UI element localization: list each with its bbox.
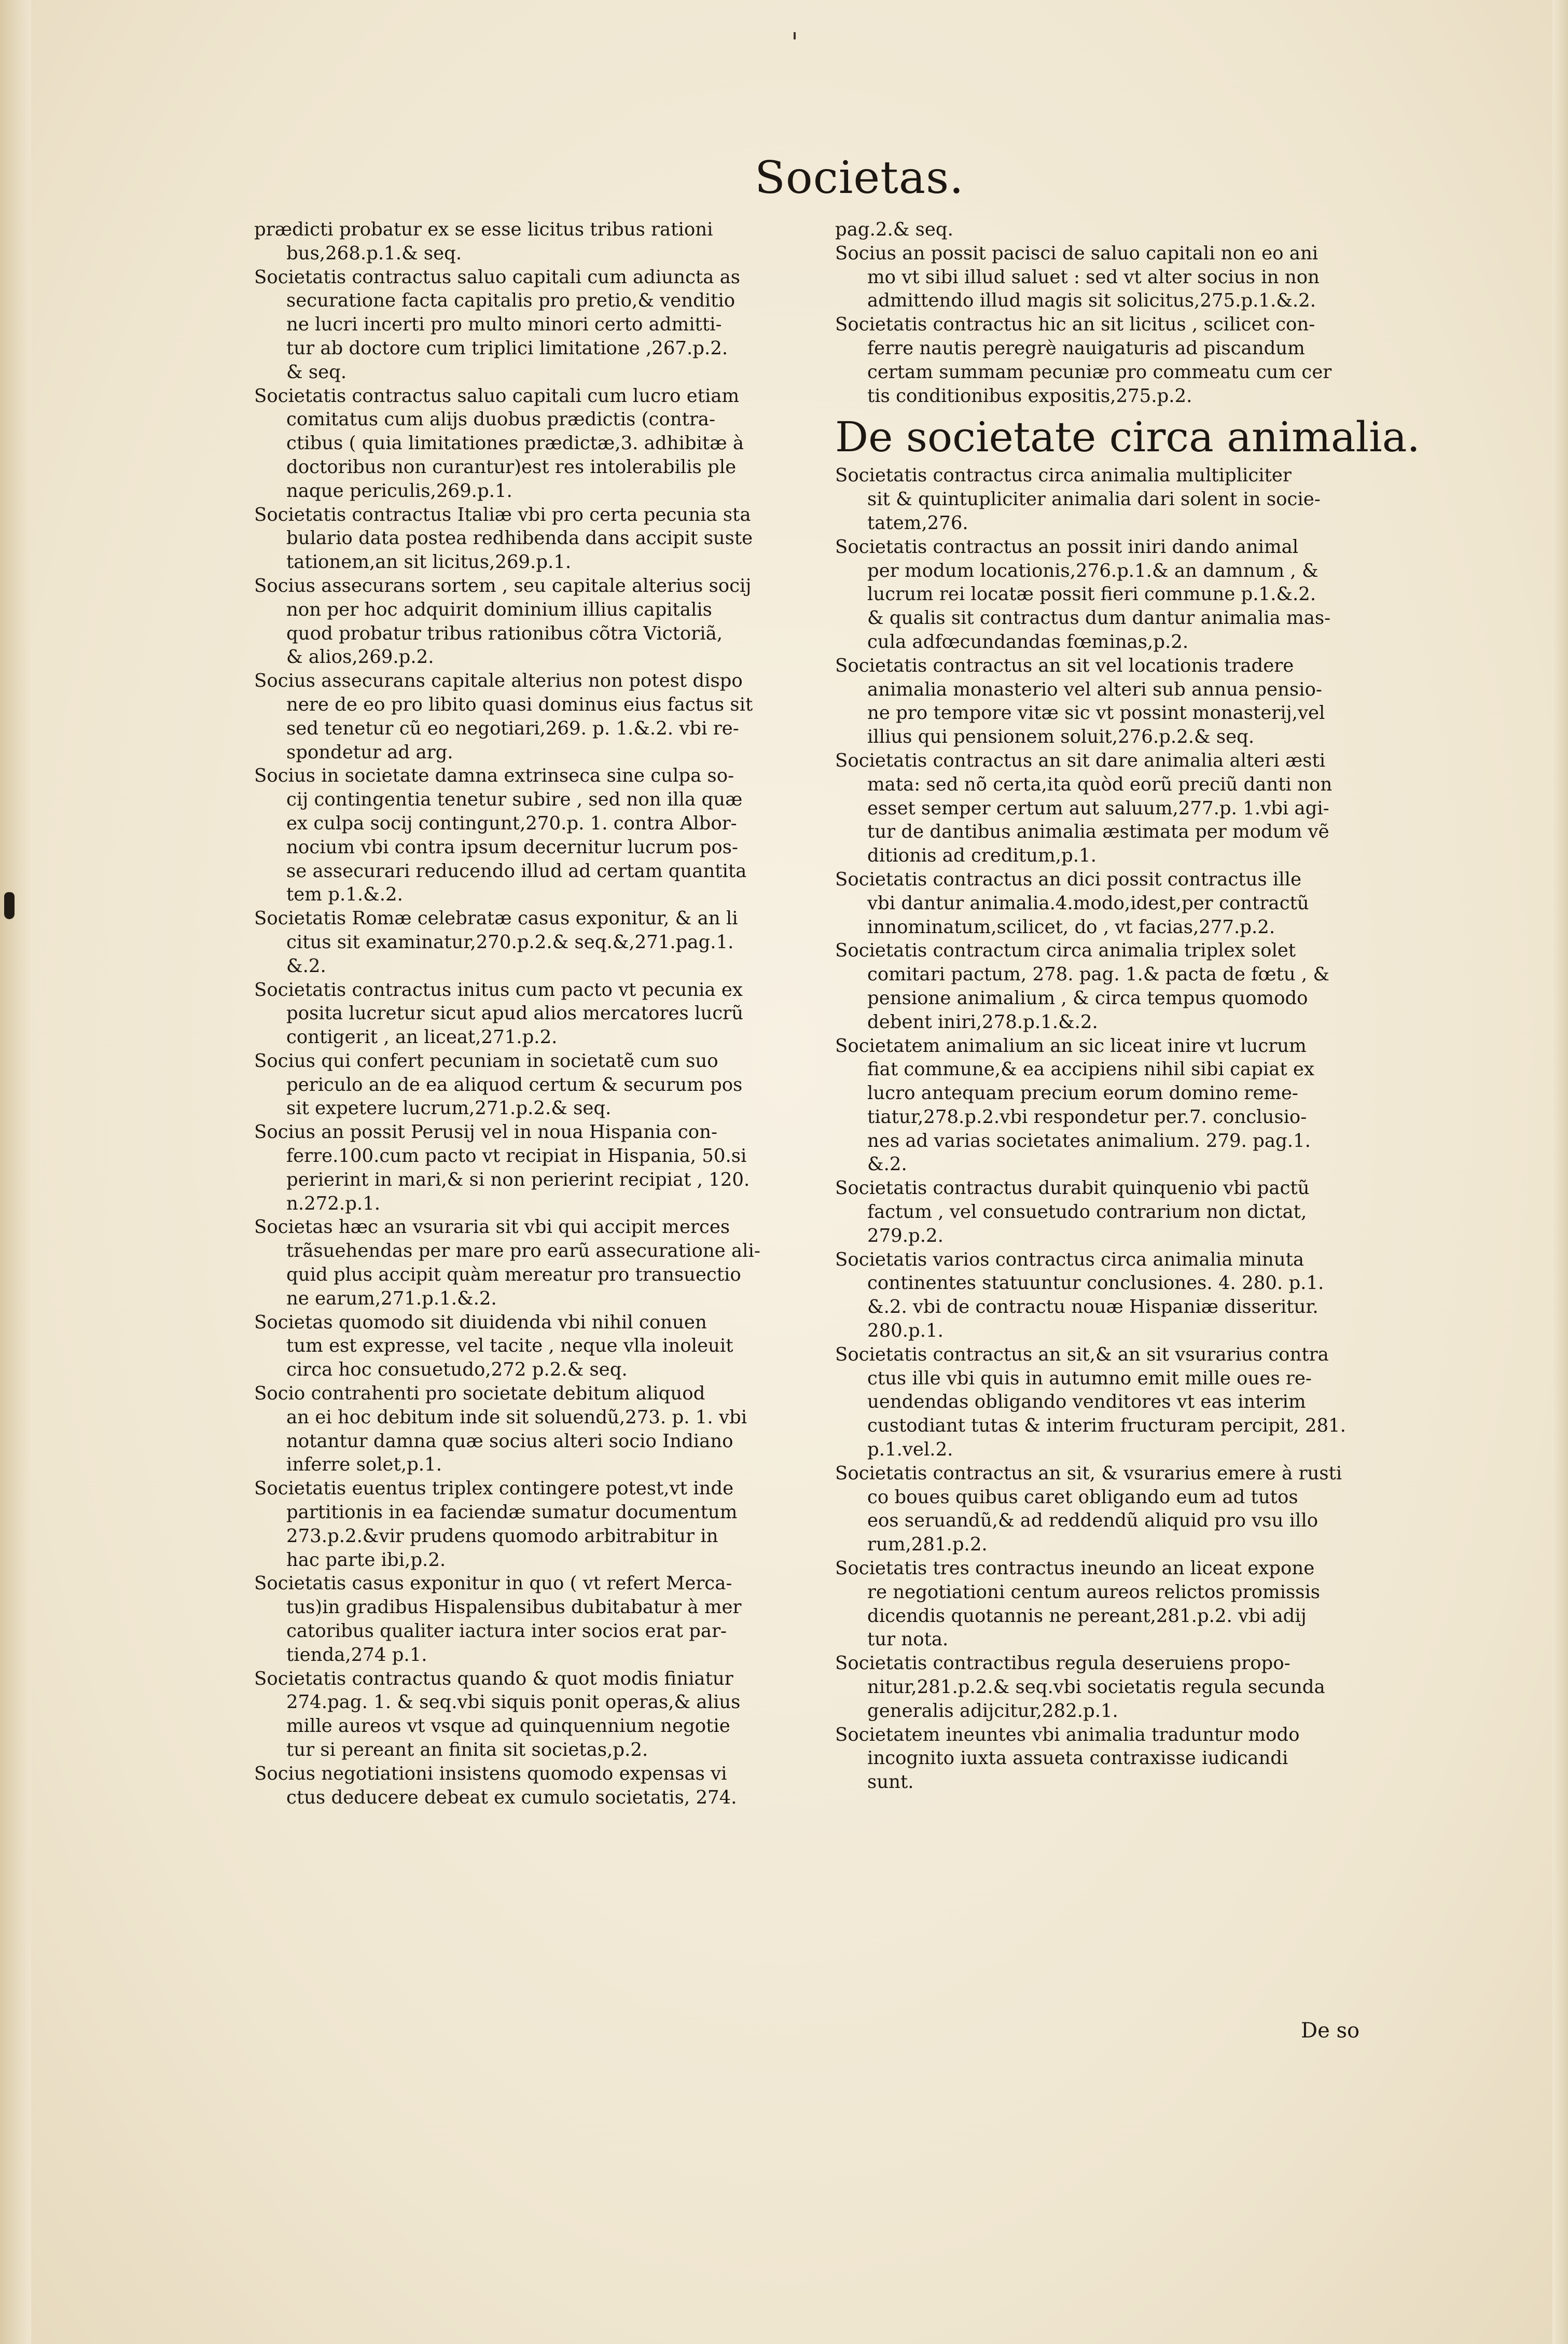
- entry-line: nitur,281.p.2.& seq.vbi societatis regula secunda: [867, 1676, 1325, 1698]
- entry-line: Socius negotiationi insistens quomodo expensas vi: [254, 1763, 727, 1784]
- entry-line: tus)in gradibus Hispalensibus dubitabatur à mer: [286, 1597, 742, 1618]
- entry-line: Societatis varios contractus circa animalia minuta: [835, 1249, 1305, 1270]
- entry-line: sunt.: [867, 1771, 914, 1793]
- entry-line: nocium vbi contra ipsum decernitur lucrum pos-: [286, 836, 738, 858]
- entry-line: cij contingentia tenetur subire , sed non illa quæ: [286, 789, 743, 811]
- index-entry: [835, 1557, 1400, 1652]
- entry-line: & seq.: [286, 361, 347, 383]
- index-entry: [254, 669, 812, 764]
- entry-line: inferre solet,p.1.: [286, 1454, 442, 1476]
- entry-line: Socio contrahenti pro societate debitum aliquod: [254, 1383, 705, 1405]
- entry-line: vbi dantur animalia.4.modo,idest,per contractũ: [867, 892, 1309, 914]
- index-entry: [835, 868, 1400, 939]
- index-entry: [254, 978, 812, 1049]
- entry-line: securatione facta capitalis pro pretio,& venditio: [286, 290, 736, 312]
- entry-line: ferre nautis peregrè nauigaturis ad piscandum: [867, 337, 1305, 359]
- entry-line: Societatis euentus triplex contingere potest,vt inde: [254, 1478, 734, 1500]
- index-entry: [835, 242, 1400, 313]
- entry-line: tiatur,278.p.2.vbi respondetur per.7. conclusio-: [867, 1106, 1307, 1128]
- entry-line: an ei hoc debitum inde sit soluendũ,273. p. 1. vbi: [286, 1406, 747, 1428]
- entry-line: 274.pag. 1. & seq.vbi siquis ponit operas,& alius: [286, 1691, 741, 1713]
- index-entry: [835, 535, 1400, 654]
- entry-line: tur ab doctore cum triplici limitatione ,267.p.2.: [286, 337, 728, 359]
- entry-line: generalis adijcitur,282.p.1.: [867, 1700, 1118, 1722]
- entry-line: tatem,276.: [867, 512, 968, 534]
- entry-line: comitari pactum, 278. pag. 1.& pacta de fœtu , &: [867, 964, 1330, 986]
- entry-line: &.2.: [286, 955, 326, 977]
- entry-line: notantur damna quæ socius alteri socio Indiano: [286, 1430, 733, 1452]
- entry-line: animalia monasterio vel alteri sub annua pensio-: [867, 678, 1322, 700]
- entry-line: Societas quomodo sit diuidenda vbi nihil conuen: [254, 1311, 707, 1333]
- entry-line: citus sit examinatur,270.p.2.& seq.&,271.pag.1.: [286, 931, 734, 953]
- index-entry: [835, 1176, 1400, 1247]
- entry-line: se assecurari reducendo illud ad certam quantita: [286, 860, 747, 882]
- entry-line: tur si pereant an finita sit societas,p.2.: [286, 1739, 648, 1760]
- index-entry: [254, 907, 812, 978]
- entry-line: Societas hæc an vsuraria sit vbi qui accipit merces: [254, 1216, 730, 1238]
- entry-line: p.1.vel.2.: [867, 1439, 953, 1461]
- entry-line: periculo an de ea aliquod certum & securum pos: [286, 1074, 743, 1095]
- section-heading: De societate circa animalia.: [835, 413, 1420, 462]
- index-entry: [835, 1652, 1400, 1723]
- entry-line: uendendas obligando venditores vt eas interim: [867, 1391, 1306, 1413]
- entry-line: ne earum,271.p.1.&.2.: [286, 1287, 497, 1309]
- entry-line: certam summam pecuniæ pro commeatu cum cer: [867, 361, 1332, 383]
- index-entry: [254, 384, 812, 503]
- entry-line: trãsuehendas per mare pro earũ assecuratione ali-: [286, 1240, 760, 1262]
- index-entry: [835, 1034, 1400, 1177]
- entry-line: ctus deducere debeat ex cumulo societatis, 274.: [286, 1786, 737, 1808]
- entry-line: tem p.1.&.2.: [286, 884, 403, 906]
- entry-line: re negotiationi centum aureos relictos promissis: [867, 1581, 1321, 1603]
- entry-line: ferre.100.cum pacto vt recipiat in Hispania, 50.si: [286, 1145, 747, 1167]
- catchword: De so: [1301, 2019, 1360, 2043]
- entry-line: ctus ille vbi quis in autumno emit mille oues re-: [867, 1367, 1312, 1389]
- entry-line: & alios,269.p.2.: [286, 646, 434, 668]
- index-entry: [254, 1120, 812, 1215]
- index-entry: [254, 1762, 812, 1810]
- entry-line: circa hoc consuetudo,272 p.2.& seq.: [286, 1359, 628, 1381]
- entry-line: Societatis contractus an sit,& an sit vsurarius contra: [835, 1343, 1329, 1365]
- entry-line: contigerit , an liceat,271.p.2.: [286, 1027, 558, 1048]
- entry-line: spondetur ad arg.: [286, 741, 453, 763]
- entry-line: quid plus accipit quàm mereatur pro transuectio: [286, 1264, 741, 1286]
- index-entry: [835, 218, 1400, 242]
- entry-line: mata: sed nõ certa,ita quòd eorũ preciũ danti non: [867, 773, 1333, 795]
- entry-line: posita lucretur sicut apud alios mercatores lucrũ: [286, 1003, 743, 1024]
- entry-line: sit & quintupliciter animalia dari solent in socie-: [867, 489, 1321, 510]
- entry-line: Societatis contractus saluo capitali cum adiuncta as: [254, 266, 740, 288]
- entry-line: Societatis contractus Italiæ vbi pro certa pecunia sta: [254, 504, 751, 525]
- index-entry: [254, 1049, 812, 1120]
- ink-mark-top: [794, 32, 796, 39]
- entry-line: &.2. vbi de contractu nouæ Hispaniæ disseritur.: [867, 1296, 1319, 1318]
- entry-line: Societatem animalium an sic liceat inire vt lucrum: [835, 1035, 1307, 1057]
- entry-line: comitatus cum alijs duobus prædictis (contra-: [286, 409, 715, 431]
- entry-line: naque periculis,269.p.1.: [286, 480, 512, 502]
- entry-line: quod probatur tribus rationibus cõtra Victoriã,: [286, 622, 723, 644]
- entry-line: perierint in mari,& si non perierint recipiat , 120.: [286, 1169, 750, 1190]
- index-entry: [254, 266, 812, 384]
- index-entry: [254, 1311, 812, 1382]
- entry-line: prædicti probatur ex se esse licitus tribus rationi: [254, 219, 713, 240]
- entry-line: incognito iuxta assueta contraxisse iudicandi: [867, 1747, 1288, 1769]
- index-entry: [254, 1382, 812, 1477]
- left-column: [254, 218, 812, 1809]
- right-column: [835, 218, 1420, 1794]
- entry-line: Socius an possit pacisci de saluo capitali non eo ani: [835, 242, 1319, 264]
- entry-line: mo vt sibi illud saluet : sed vt alter socius in non: [867, 266, 1320, 288]
- entry-line: tis conditionibus expositis,275.p.2.: [867, 385, 1192, 407]
- entry-line: lucrum rei locatæ possit fieri commune p.1.&.2.: [867, 584, 1316, 605]
- entry-line: Societatis contractus an sit, & vsurarius emere à rusti: [835, 1462, 1342, 1484]
- entry-line: ne pro tempore vitæ sic vt possint monasterij,vel: [867, 702, 1325, 724]
- entry-line: Societatis Romæ celebratæ casus exponitur, & an li: [254, 908, 738, 930]
- entry-line: 279.p.2.: [867, 1225, 943, 1246]
- entry-line: tum est expresse, vel tacite , neque vlla inoleuit: [286, 1335, 733, 1357]
- running-head: Societas.: [755, 152, 964, 204]
- entry-line: Societatis contractus circa animalia multipliciter: [835, 465, 1292, 487]
- entry-line: nere de eo pro libito quasi dominus eius factus sit: [286, 694, 753, 715]
- entry-line: catoribus qualiter iactura inter socios erat par-: [286, 1620, 727, 1642]
- entry-line: lucro antequam precium eorum domino reme-: [867, 1083, 1298, 1104]
- entry-line: n.272.p.1.: [286, 1192, 381, 1214]
- entry-line: & qualis sit contractus dum dantur animalia mas-: [867, 607, 1331, 629]
- entry-line: ctibus ( quia limitationes prædictæ,3. adhibitæ à: [286, 433, 744, 454]
- index-entry: [254, 1667, 812, 1762]
- entry-line: Societatis contractus saluo capitali cum lucro etiam: [254, 385, 740, 407]
- entry-line: per modum locationis,276.p.1.& an damnum , &: [867, 560, 1319, 581]
- entry-line: continentes statuuntur conclusiones. 4. 280. p.1.: [867, 1272, 1324, 1294]
- entry-line: sit expetere lucrum,271.p.2.& seq.: [286, 1098, 612, 1119]
- entry-line: Societatis contractibus regula deseruiens propo-: [835, 1653, 1291, 1674]
- index-entry: [835, 1248, 1400, 1343]
- entry-line: bulario data postea redhibenda dans accipit suste: [286, 528, 753, 549]
- entry-line: custodiant tutas & interim fructuram percipit, 281.: [867, 1415, 1346, 1437]
- entry-line: eos seruandũ,& ad reddendũ aliquid pro vsu illo: [867, 1510, 1319, 1532]
- entry-line: esset semper certum aut saluum,277.p. 1.vbi agi-: [867, 797, 1329, 819]
- index-entry: [835, 939, 1400, 1034]
- entry-line: hac parte ibi,p.2.: [286, 1549, 446, 1571]
- index-entry: [835, 749, 1400, 868]
- entry-line: Societatis casus exponitur in quo ( vt refert Merca-: [254, 1573, 732, 1594]
- entry-line: Socius assecurans capitale alterius non potest dispo: [254, 670, 743, 692]
- entry-line: ex culpa socij contingunt,270.p. 1. contra Albor-: [286, 812, 737, 834]
- index-entry: [254, 764, 812, 907]
- entry-line: tationem,an sit licitus,269.p.1.: [286, 551, 572, 573]
- right-column-bottom-entries: [835, 464, 1400, 1794]
- index-entry: [835, 654, 1400, 749]
- entry-line: Socius assecurans sortem , seu capitale alterius socij: [254, 575, 752, 597]
- entry-line: ne lucri incerti pro multo minori certo admitti-: [286, 314, 722, 336]
- entry-line: illius qui pensionem soluit,276.p.2.& seq.: [867, 726, 1255, 748]
- entry-line: sed tenetur cũ eo negotiari,269. p. 1.&.2. vbi re-: [286, 717, 739, 739]
- index-entry: [254, 503, 812, 574]
- index-entry: [254, 1215, 812, 1310]
- entry-line: Societatis contractus an dici possit contractus ille: [835, 868, 1301, 890]
- entry-line: pag.2.& seq.: [835, 219, 953, 240]
- entry-line: partitionis in ea faciendæ sumatur documentum: [286, 1502, 738, 1523]
- entry-line: dicendis quotannis ne pereant,281.p.2. vbi adij: [867, 1605, 1307, 1627]
- entry-line: Societatis contractus an possit iniri dando animal: [835, 536, 1299, 558]
- page-right-edge: [1552, 0, 1568, 2344]
- entry-line: debent iniri,278.p.1.&.2.: [867, 1011, 1098, 1033]
- ink-blot-left: [4, 892, 15, 919]
- entry-line: Societatis contractus an sit vel locationis tradere: [835, 655, 1294, 676]
- index-entry: [835, 1343, 1400, 1462]
- entry-line: Socius an possit Perusij vel in noua Hispania con-: [254, 1121, 717, 1143]
- entry-line: doctoribus non curantur)est res intolerabilis ple: [286, 456, 737, 478]
- entry-line: fiat commune,& ea accipiens nihil sibi capiat ex: [867, 1059, 1314, 1080]
- entry-line: 280.p.1.: [867, 1320, 943, 1342]
- entry-line: Societatis contractus hic an sit licitus , scilicet con-: [835, 314, 1315, 336]
- entry-line: tur nota.: [867, 1629, 949, 1650]
- entry-line: non per hoc adquirit dominium illius capitalis: [286, 599, 712, 620]
- entry-line: Societatis contractum circa animalia triplex solet: [835, 940, 1296, 962]
- right-column-top-entries: [835, 218, 1400, 408]
- index-entry: [835, 313, 1400, 408]
- entry-line: tur de dantibus animalia æstimata per modum vẽ: [867, 821, 1329, 843]
- index-entry: [835, 464, 1400, 535]
- entry-line: admittendo illud magis sit solicitus,275.p.1.&.2.: [867, 290, 1316, 312]
- entry-line: ditionis ad creditum,p.1.: [867, 845, 1097, 867]
- entry-line: nes ad varias societates animalium. 279. pag.1.: [867, 1130, 1311, 1152]
- entry-line: Societatis contractus quando & quot modis finiatur: [254, 1668, 733, 1689]
- index-entry: [835, 1462, 1400, 1557]
- entry-line: 273.p.2.&vir prudens quomodo arbitrabitur in: [286, 1525, 718, 1547]
- entry-line: tienda,274 p.1.: [286, 1644, 427, 1666]
- page-left-edge: [0, 0, 31, 2344]
- index-entry: [254, 218, 812, 266]
- index-entry: [835, 1723, 1400, 1794]
- entry-line: factum , vel consuetudo contrarium non dictat,: [867, 1201, 1307, 1223]
- entry-line: Societatis tres contractus ineundo an liceat expone: [835, 1558, 1315, 1579]
- entry-line: pensione animalium , & circa tempus quomodo: [867, 987, 1308, 1009]
- index-entry: [254, 574, 812, 669]
- entry-line: Societatis contractus initus cum pacto vt pecunia ex: [254, 979, 743, 1001]
- entry-line: Socius in societate damna extrinseca sine culpa so-: [254, 765, 734, 787]
- index-entry: [254, 1477, 812, 1572]
- entry-line: mille aureos vt vsque ad quinquennium negotie: [286, 1715, 730, 1737]
- entry-line: co boues quibus caret obligando eum ad tutos: [867, 1486, 1298, 1508]
- index-entry: [254, 1572, 812, 1667]
- entry-line: &.2.: [867, 1154, 907, 1175]
- entry-line: rum,281.p.2.: [867, 1534, 988, 1556]
- entry-line: cula adfœcundandas fœminas,p.2.: [867, 631, 1189, 653]
- entry-line: Socius qui confert pecuniam in societatẽ cum suo: [254, 1050, 718, 1072]
- entry-line: Societatis contractus an sit dare animalia alteri æsti: [835, 750, 1326, 771]
- entry-line: Societatem ineuntes vbi animalia traduntur modo: [835, 1724, 1300, 1745]
- entry-line: bus,268.p.1.& seq.: [286, 242, 462, 264]
- entry-line: Societatis contractus durabit quinquenio vbi pactũ: [835, 1177, 1310, 1199]
- entry-line: innominatum,scilicet, do , vt facias,277.p.2.: [867, 916, 1275, 938]
